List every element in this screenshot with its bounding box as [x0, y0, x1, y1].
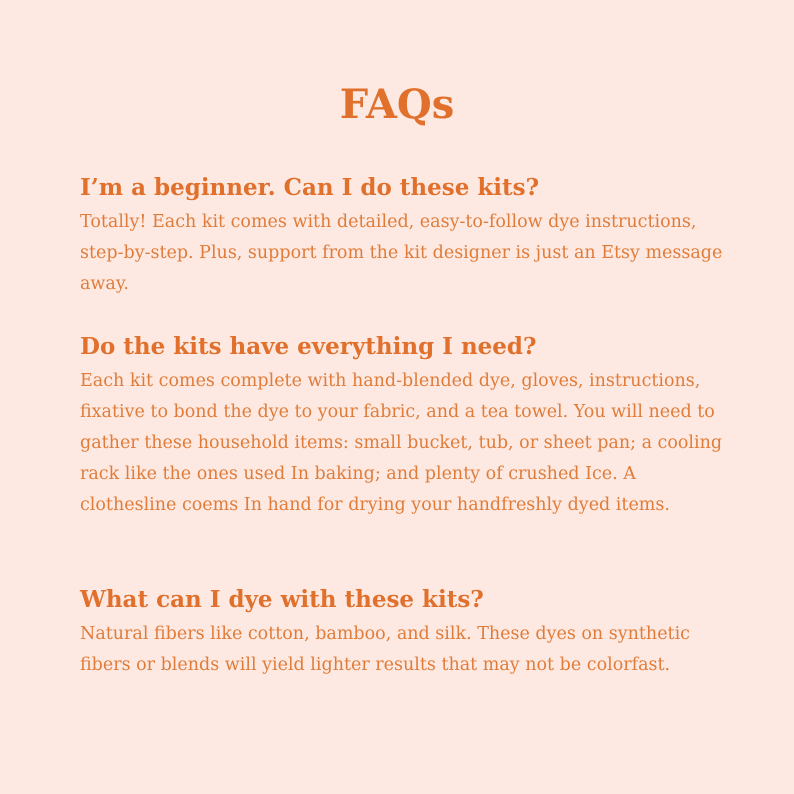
- faq-item-dyeable-fabrics: [80, 583, 730, 681]
- faq-item-kit-contents: [80, 330, 730, 521]
- faq-item-beginner: [80, 171, 730, 300]
- faq-question: I’m a beginner. Can I do these kits?: [80, 174, 540, 201]
- page-title: FAQs: [339, 81, 455, 128]
- faq-question: What can I dye with these kits?: [80, 586, 484, 613]
- faq-answer: Natural fibers like cotton, bamboo, and silk. These dyes on synthetic fibers or blends will yield lighter results that may not be colorfast.: [80, 624, 690, 675]
- faq-question: Do the kits have everything I need?: [80, 333, 537, 360]
- faq-answer: Each kit comes complete with hand-blended dye, gloves, instructions, fixative to bond the dye to your fabric, and a tea towel. You will need to gather these household items: small bucket, tub, or sheet pan; a cooling rack like the ones used In baking; and plenty of crushed Ice. A clothesline coems In hand for drying your handfreshly dyed items.: [80, 371, 723, 515]
- faq-answer: Totally! Each kit comes with detailed, easy-to-follow dye instructions, step-by-step. Plus, support from the kit designer is just an Etsy message away.: [80, 212, 723, 294]
